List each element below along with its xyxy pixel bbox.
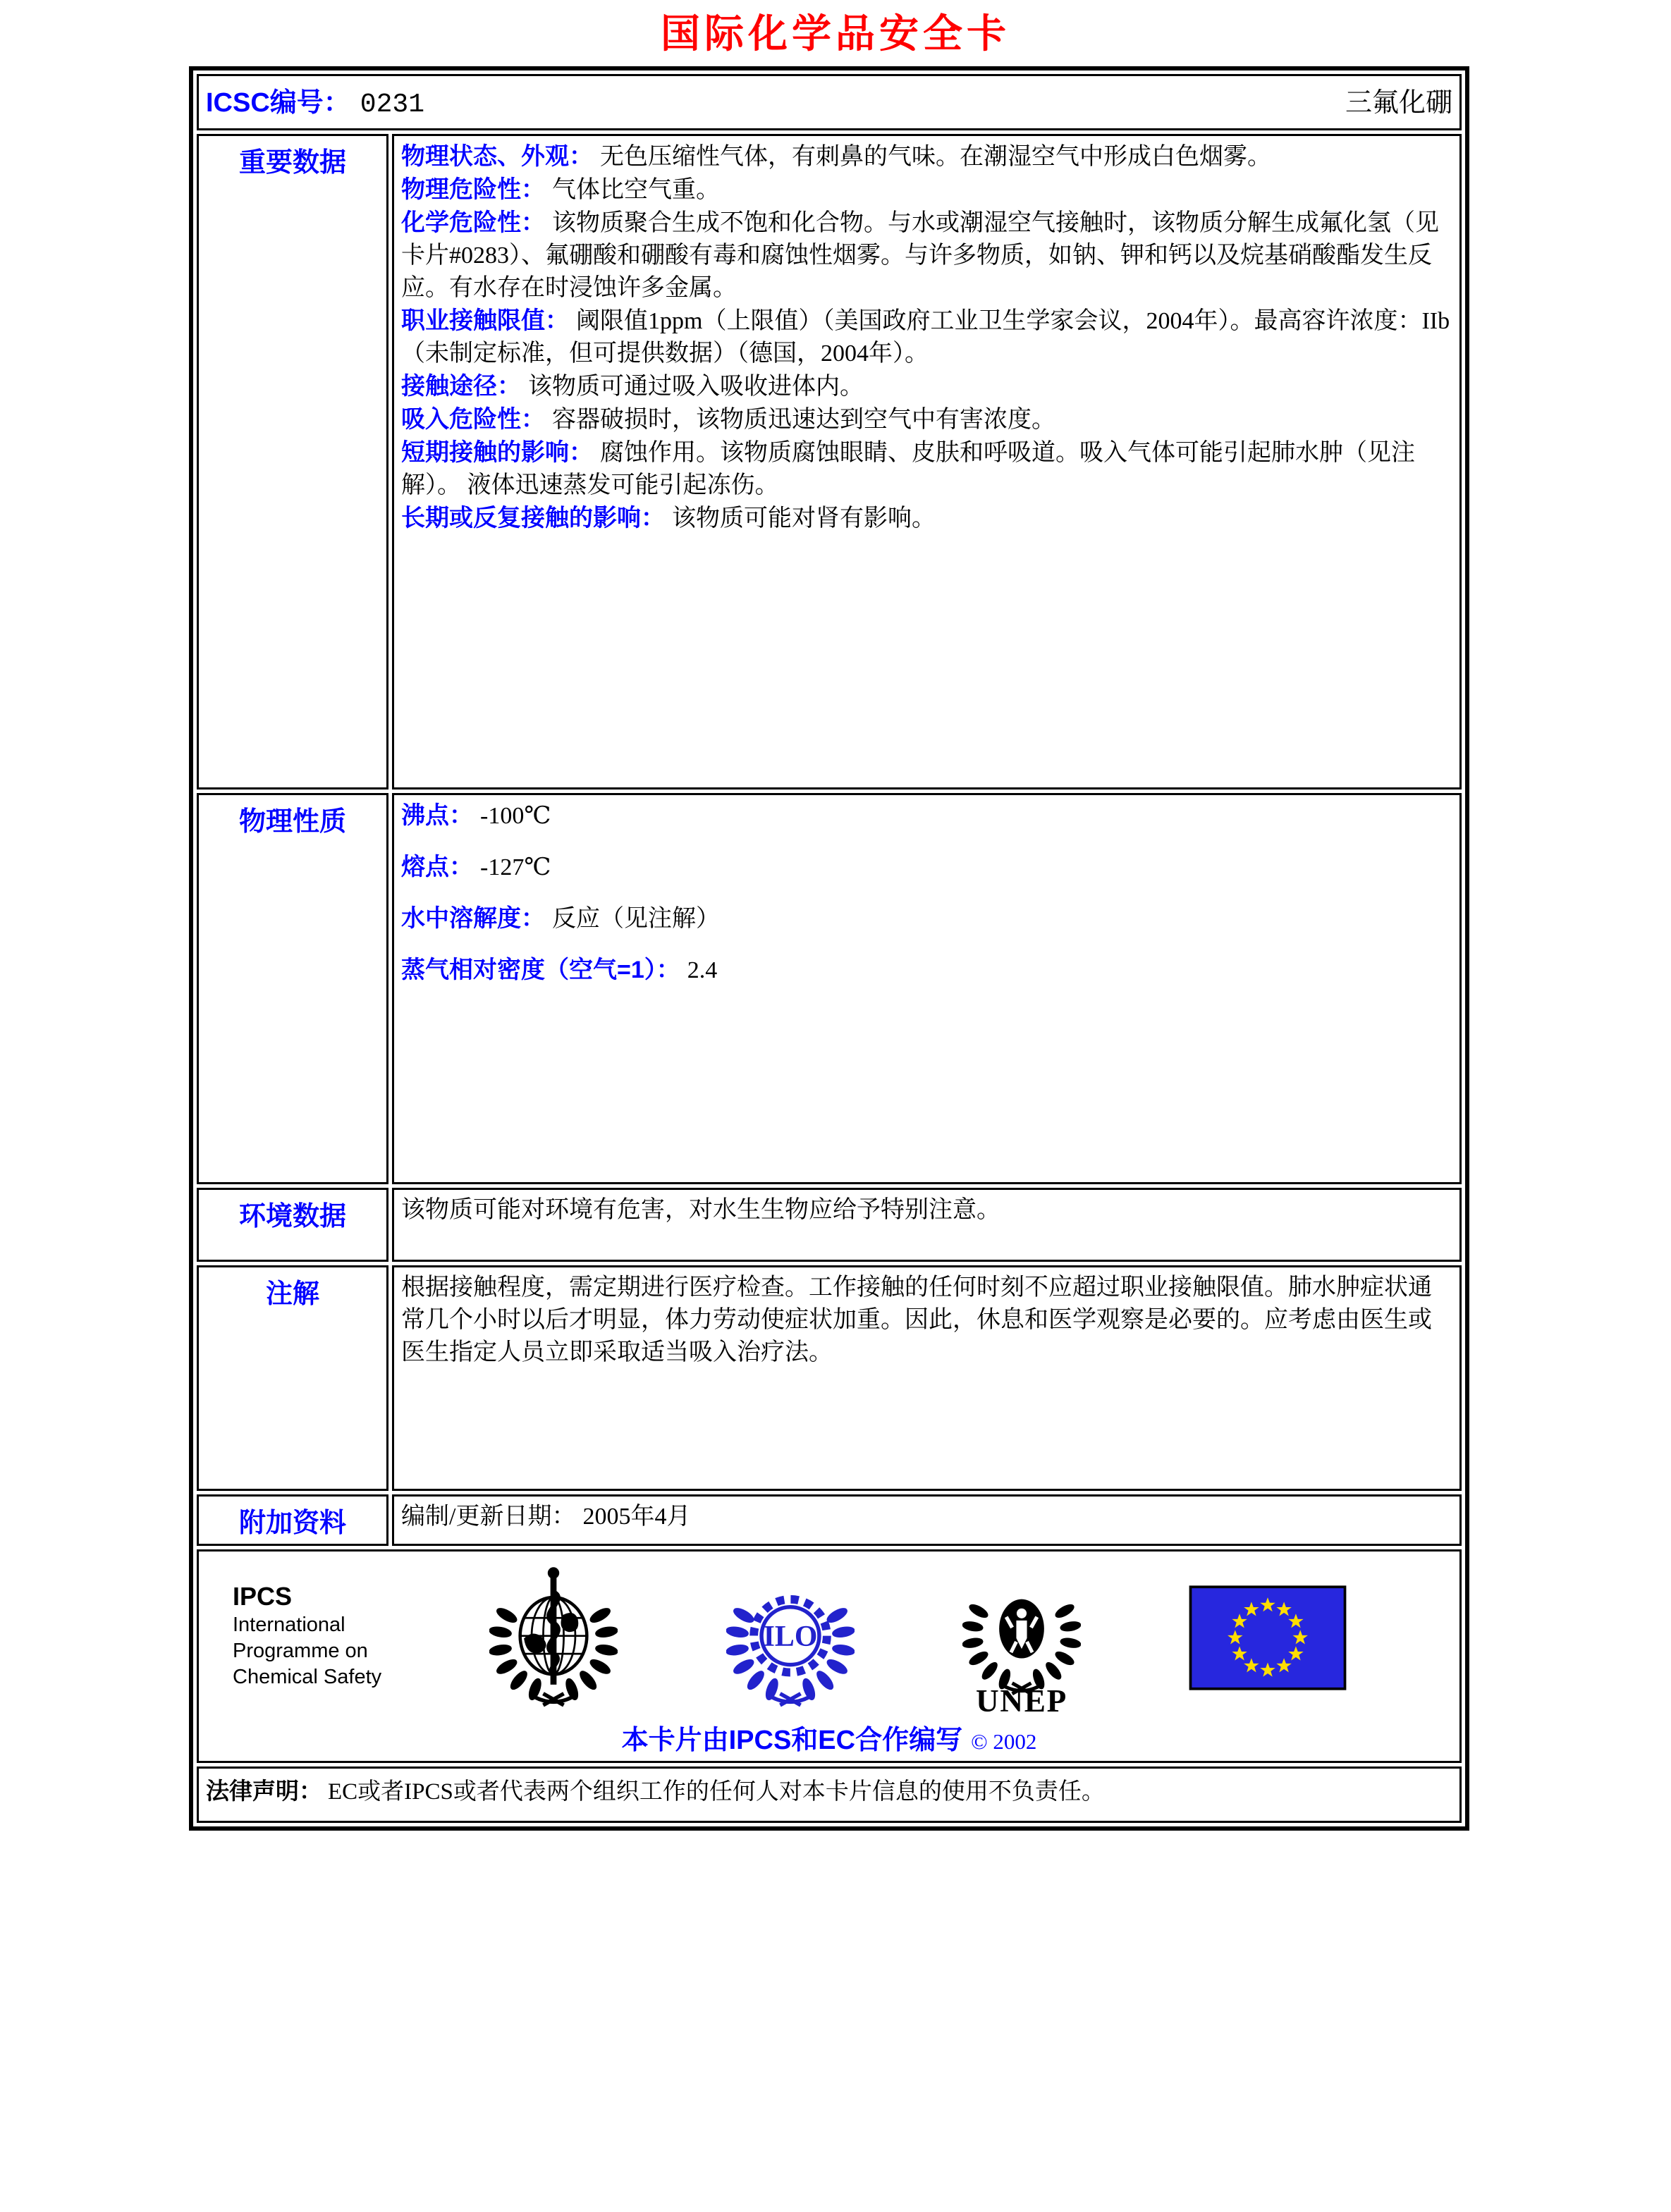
ilo-text: ILO xyxy=(763,1621,817,1654)
item-key: 职业接触限值： xyxy=(401,307,569,334)
item-key: 物理状态、外观： xyxy=(401,143,593,170)
item-value: 该物质可通过吸入吸收进体内。 xyxy=(528,374,864,400)
additional-info-row xyxy=(197,1494,1462,1546)
item-value: 无色压缩性气体，有刺鼻的气味。在潮湿空气中形成白色烟雾。 xyxy=(600,144,1271,170)
item-key: 蒸气相对密度（空气=1）： xyxy=(401,957,680,983)
item-value: 气体比空气重。 xyxy=(552,177,720,203)
item-value: -100℃ xyxy=(480,803,551,829)
credit-year: © 2002 xyxy=(971,1729,1037,1754)
environmental-data-content: 该物质可能对环境有危害，对水生生物应给予特别注意。 xyxy=(392,1188,1462,1262)
unep-text: UNEP xyxy=(975,1683,1067,1715)
item-key: 沸点： xyxy=(401,802,473,829)
item-key: 熔点： xyxy=(401,854,473,880)
important-item xyxy=(401,173,1452,207)
section-label-additional-info: 附加资料 xyxy=(197,1494,388,1546)
item-value: 该物质可能对肾有影响。 xyxy=(672,505,936,532)
physical-item xyxy=(401,902,1452,935)
ipcs-acronym: IPCS xyxy=(233,1582,293,1611)
important-item xyxy=(401,207,1452,305)
eu-flag-icon xyxy=(1189,1585,1347,1690)
item-value: 反应（见注解） xyxy=(552,906,720,932)
section-label-notes: 注解 xyxy=(197,1265,388,1491)
legal-label: 法律声明： xyxy=(206,1778,322,1804)
section-label-physical-properties: 物理性质 xyxy=(197,793,388,1184)
notes-content: 根据接触程度，需定期进行医疗检查。工作接触的任何时刻不应超过职业接触限值。肺水肿症状通常几个小时以后才明显，体力劳动使症状加重。因此，休息和医学观察是必要的。应考虑由医生或医生指定人员立即采取适当吸入治疗法。 xyxy=(392,1265,1462,1491)
item-key: 水中溶解度： xyxy=(401,905,545,932)
date-value: 2005年4月 xyxy=(582,1504,691,1530)
physical-properties-row xyxy=(197,793,1462,1184)
section-label-important-data: 重要数据 xyxy=(197,134,388,789)
ipcs-line: Chemical Safety xyxy=(233,1666,382,1688)
icsc-card-table xyxy=(189,66,1469,1831)
item-value: 容器破损时，该物质迅速达到空气中有害浓度。 xyxy=(552,407,1055,433)
chemical-name: 三氟化硼 xyxy=(1345,88,1452,118)
header-cell xyxy=(197,74,1462,130)
item-key: 物理危险性： xyxy=(401,176,545,203)
legal-text: EC或者IPCS或者代表两个组织工作的任何人对本卡片信息的使用不负责任。 xyxy=(328,1779,1105,1805)
legal-row xyxy=(197,1766,1462,1823)
item-key: 长期或反复接触的影响： xyxy=(401,505,665,532)
physical-item xyxy=(401,851,1452,884)
icsc-number-label: ICSC编号： xyxy=(206,88,350,118)
icsc-number-value: 0231 xyxy=(360,90,425,120)
ilo-logo-icon xyxy=(726,1561,855,1713)
unep-logo-icon xyxy=(962,1561,1081,1715)
item-value: 该物质聚合生成不饱和化合物。与水或潮湿空气接触时，该物质分解生成氟化氢（见卡片#0283）、氟硼酸和硼酸有毒和腐蚀性烟雾。与许多物质，如钠、钾和钙以及烷基硝酸酯发生反应。有水存在时浸蚀许多金属。 xyxy=(401,210,1439,301)
notes-row xyxy=(197,1265,1462,1491)
item-key: 化学危险性： xyxy=(401,209,545,236)
item-value: 腐蚀作用。该物质腐蚀眼睛、皮肤和呼吸道。吸入气体可能引起肺水肿（见注解）。 液体迅速蒸发可能引起冻伤。 xyxy=(401,440,1415,498)
item-key: 短期接触的影响： xyxy=(401,439,593,466)
header-row xyxy=(197,74,1462,130)
environmental-data-row xyxy=(197,1188,1462,1262)
item-value: 2.4 xyxy=(687,957,718,983)
important-data-row xyxy=(197,134,1462,789)
important-data-content xyxy=(392,134,1462,789)
ipcs-text-block xyxy=(233,1561,381,1690)
item-value: -127℃ xyxy=(480,854,551,880)
important-item xyxy=(401,305,1452,370)
item-key: 吸入危险性： xyxy=(401,406,545,433)
ipcs-line: Programme on xyxy=(233,1640,368,1662)
ipcs-line: International xyxy=(233,1614,345,1636)
credit-text: 本卡片由IPCS和EC合作编写 xyxy=(621,1726,963,1755)
important-item xyxy=(401,403,1452,436)
physical-item xyxy=(401,799,1452,832)
physical-properties-content xyxy=(392,793,1462,1184)
item-value: 阈限值1ppm（上限值）（美国政府工业卫生学家会议，2004年）。最高容许浓度：IIb（未制定标准，但可提供数据）（德国，2004年）。 xyxy=(401,308,1450,367)
important-item xyxy=(401,140,1452,173)
icsc-number-group xyxy=(206,80,424,120)
physical-item xyxy=(401,954,1452,987)
credit-line xyxy=(206,1718,1452,1757)
section-label-environmental-data: 环境数据 xyxy=(197,1188,388,1262)
logos-row xyxy=(197,1549,1462,1763)
item-key: 接触途径： xyxy=(401,373,521,400)
important-item xyxy=(401,370,1452,403)
important-item xyxy=(401,502,1452,535)
who-logo-icon xyxy=(489,1561,618,1713)
important-item xyxy=(401,436,1452,502)
legal-cell xyxy=(197,1766,1462,1823)
date-label: 编制/更新日期： xyxy=(401,1504,576,1530)
logos-cell xyxy=(197,1549,1462,1763)
additional-info-content xyxy=(392,1494,1462,1546)
page-title: 国际化学品安全卡 xyxy=(661,13,1010,56)
